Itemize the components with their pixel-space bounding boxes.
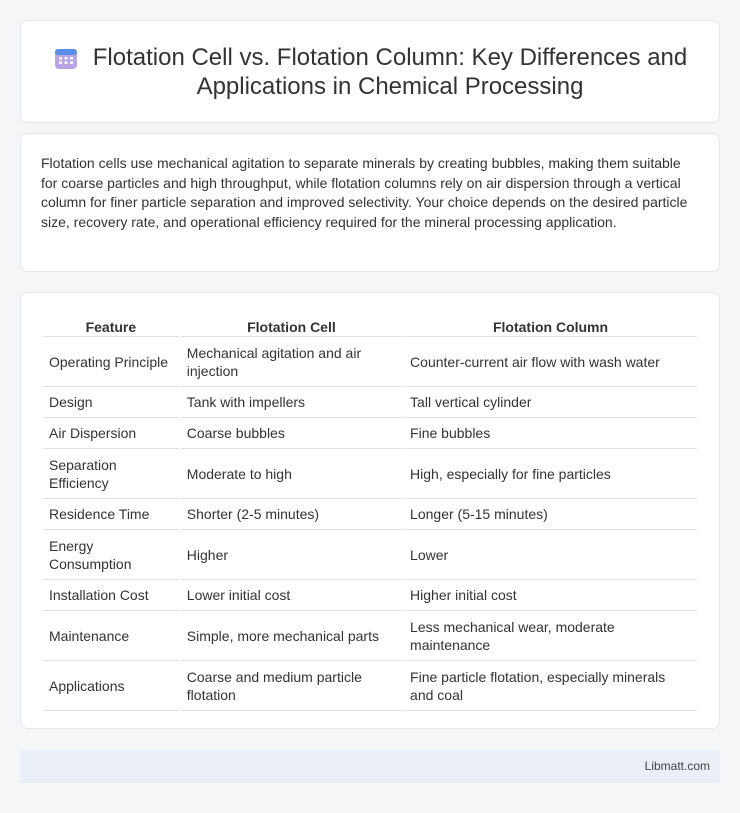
feature-cell: Air Dispersion (43, 418, 179, 449)
flotation-column-value: Tall vertical cylinder (404, 387, 697, 418)
flotation-column-value: Less mechanical wear, moderate maintenance (404, 611, 697, 661)
header-feature: Feature (43, 317, 179, 337)
flotation-cell-value: Moderate to high (181, 449, 402, 499)
table-row (43, 611, 697, 661)
header-flotation-cell: Flotation Cell (181, 317, 402, 337)
flotation-column-value: Longer (5-15 minutes) (404, 499, 697, 530)
table-row (43, 580, 697, 611)
flotation-column-value: Fine particle flotation, especially minerals and coal (404, 661, 697, 711)
flotation-cell-value: Lower initial cost (181, 580, 402, 611)
table-row (43, 418, 697, 449)
footer (20, 750, 720, 783)
table-row (43, 499, 697, 530)
flotation-cell-value: Tank with impellers (181, 387, 402, 418)
feature-cell: Separation Efficiency (43, 449, 179, 499)
flotation-cell-value: Higher (181, 530, 402, 580)
table-header-row (43, 317, 697, 337)
flotation-column-value: Lower (404, 530, 697, 580)
flotation-cell-value: Coarse and medium particle flotation (181, 661, 402, 711)
flotation-column-value: Fine bubbles (404, 418, 697, 449)
flotation-cell-value: Mechanical agitation and air injection (181, 337, 402, 387)
flotation-cell-value: Simple, more mechanical parts (181, 611, 402, 661)
comparison-table (41, 317, 699, 711)
flotation-column-value: High, especially for fine particles (404, 449, 697, 499)
title-card (20, 20, 720, 123)
footer-brand[interactable]: Libmatt.com (644, 759, 710, 773)
flotation-cell-value: Coarse bubbles (181, 418, 402, 449)
feature-cell: Applications (43, 661, 179, 711)
summary-text: Flotation cells use mechanical agitation to separate minerals by creating bubbles, making them suitable for coarse particles and high throughput, while flotation columns rely on air dispersion through a vertical column for finer particle separation and improved selectivity. Your choice depends on the desired particle size, recovery rate, and operational efficiency required for the mineral processing application. (41, 155, 688, 230)
table-row (43, 387, 697, 418)
feature-cell: Maintenance (43, 611, 179, 661)
flotation-cell-value: Shorter (2-5 minutes) (181, 499, 402, 530)
table-row (43, 661, 697, 711)
table-row (43, 530, 697, 580)
flotation-column-value: Counter-current air flow with wash water (404, 337, 697, 387)
feature-cell: Installation Cost (43, 580, 179, 611)
table-row (43, 337, 697, 387)
page-title: Flotation Cell vs. Flotation Column: Key Differences and Applications in Chemical Processing (92, 43, 688, 100)
header-flotation-column: Flotation Column (404, 317, 697, 337)
flotation-column-value: Higher initial cost (404, 580, 697, 611)
feature-cell: Residence Time (43, 499, 179, 530)
comparison-card (20, 292, 720, 729)
summary-card (20, 133, 720, 272)
feature-cell: Energy Consumption (43, 530, 179, 580)
feature-cell: Design (43, 387, 179, 418)
table-row (43, 449, 697, 499)
feature-cell: Operating Principle (43, 337, 179, 387)
